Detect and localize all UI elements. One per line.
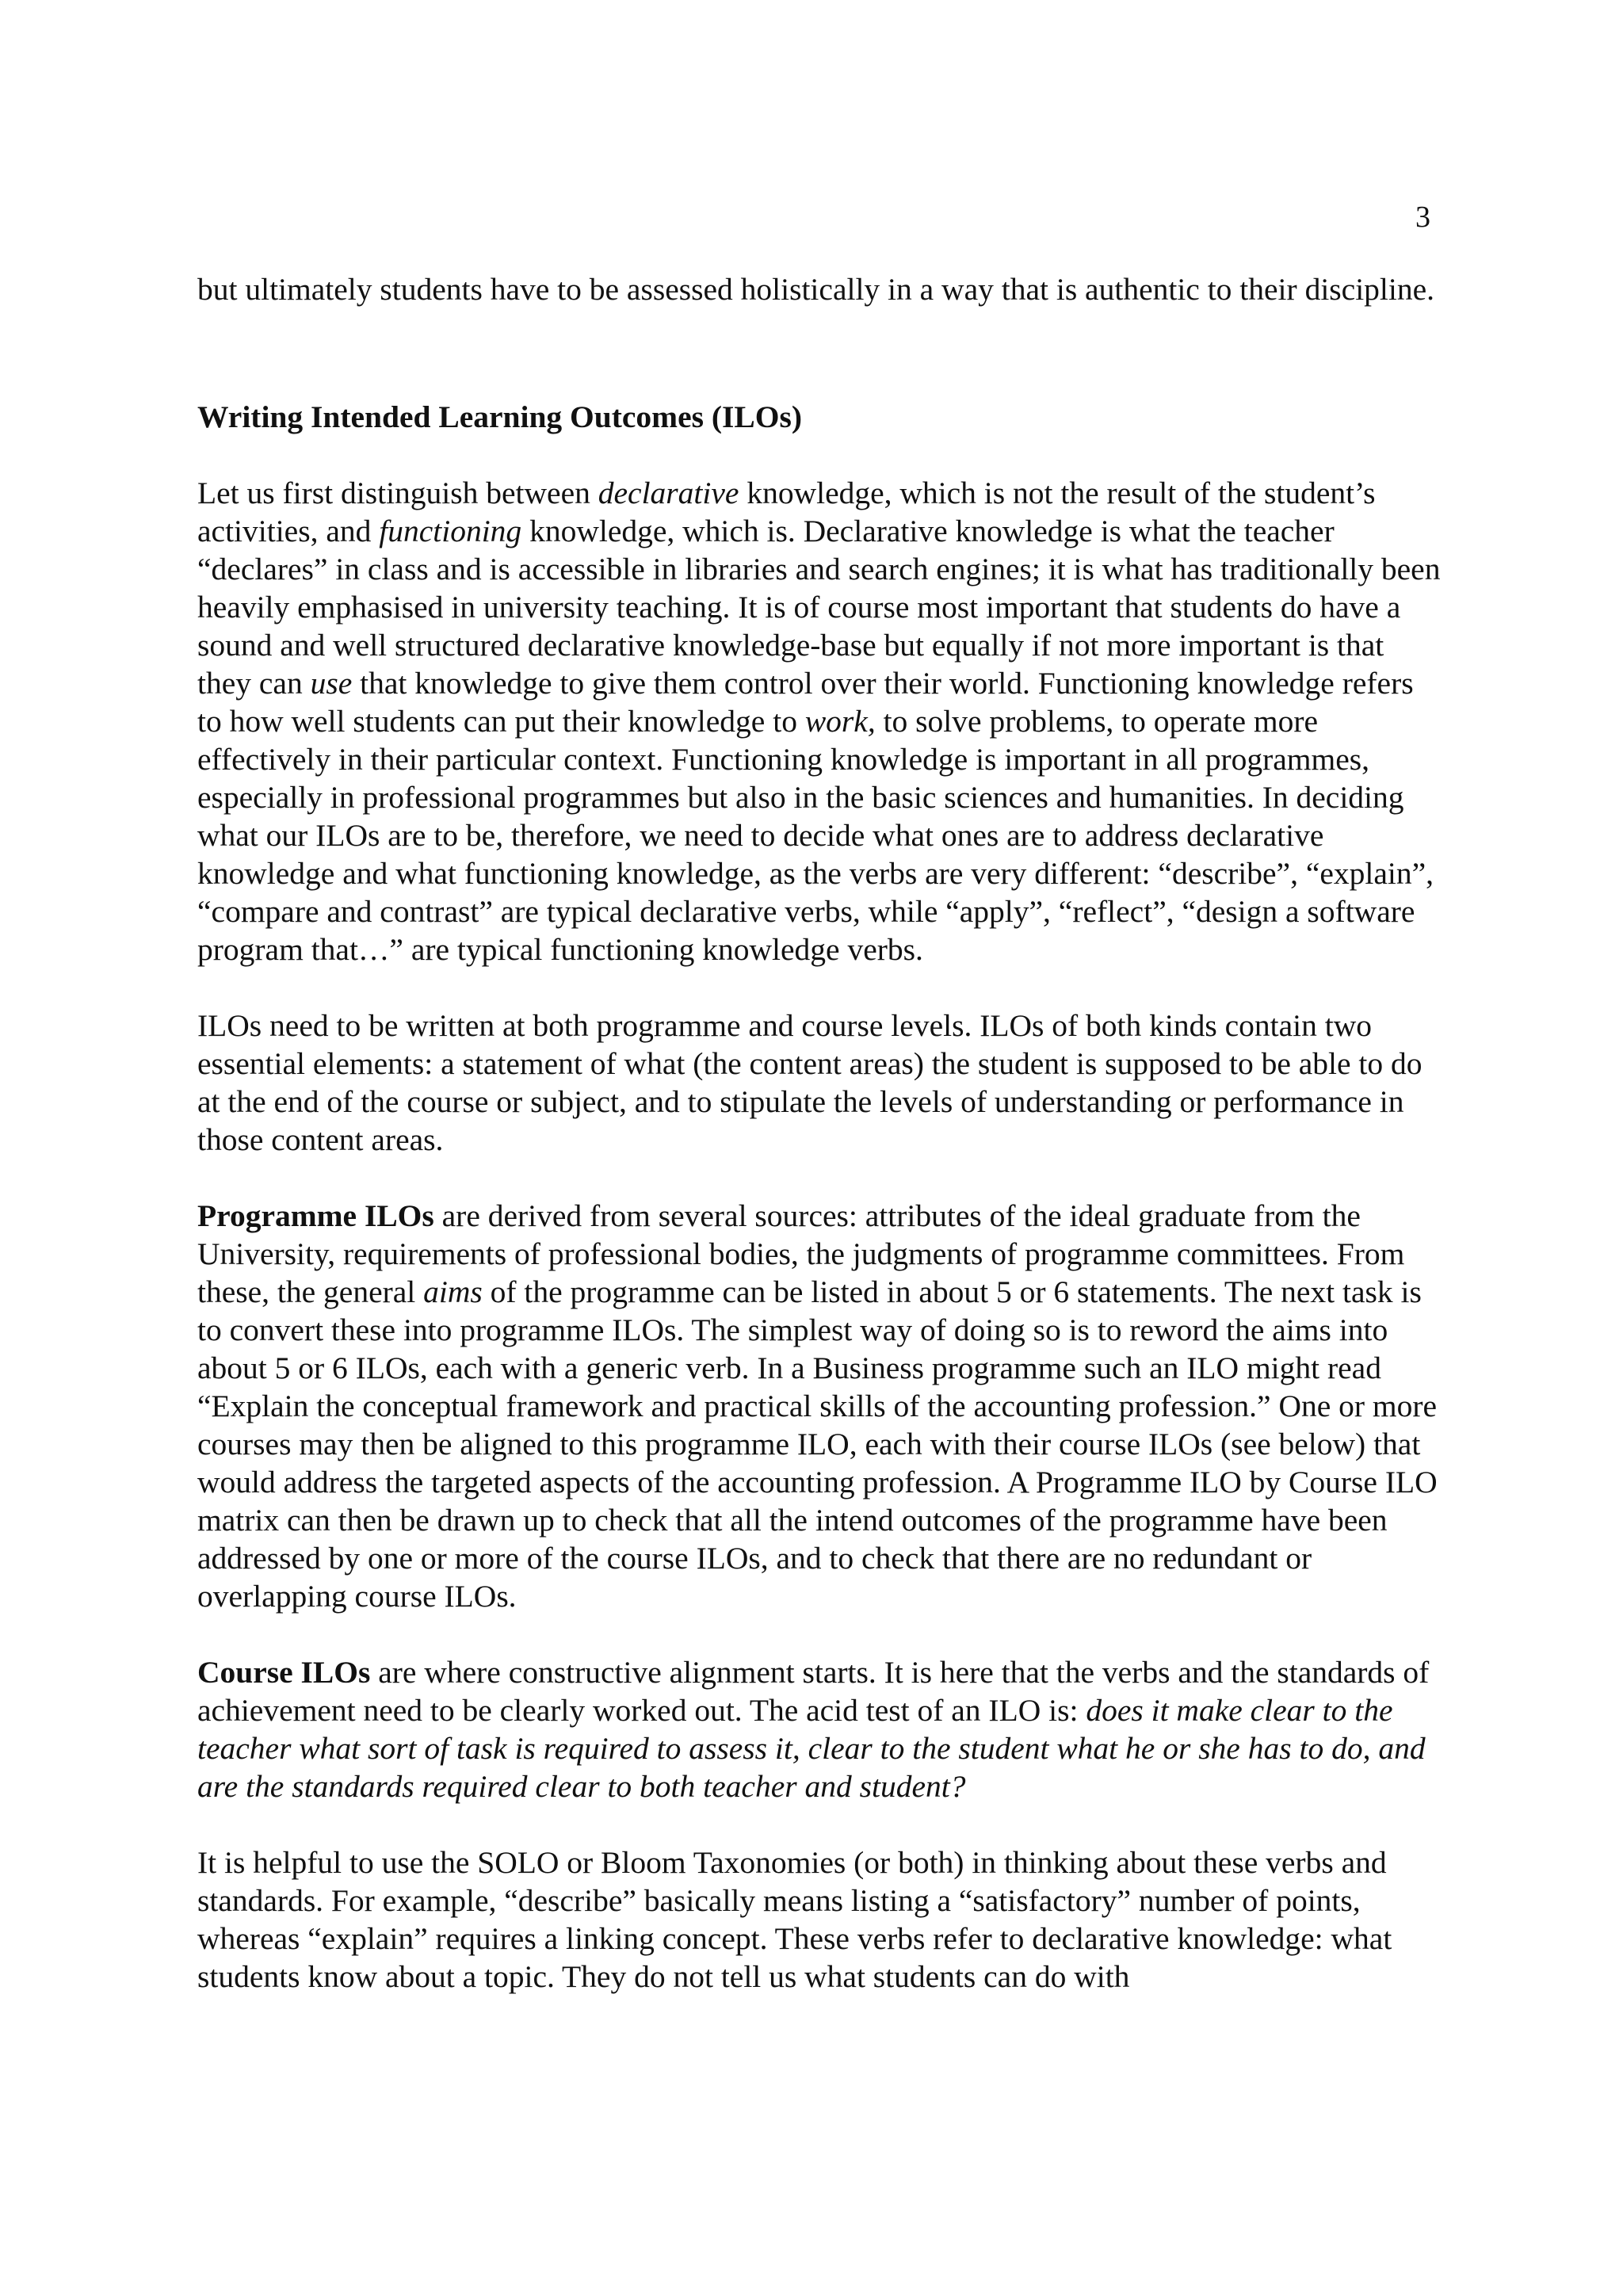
p1-emphasis-declarative: declarative xyxy=(598,476,739,510)
paragraph-taxonomies xyxy=(197,1843,1442,1996)
p1-text-3: knowledge, which is. Declarative knowledge is what the teacher “declares” in class and is accessible in libraries and search engines; it is what has traditionally been heavily emphasised in university teaching. It is of course most important that students do have a sound and well structured declarative knowledge-base but equally if not more important is that they can xyxy=(197,514,1441,701)
section-heading: Writing Intended Learning Outcomes (ILOs) xyxy=(197,399,802,434)
p1-text-1: Let us first distinguish between xyxy=(197,476,598,510)
p3-lead-programme-ilos: Programme ILOs xyxy=(197,1198,434,1233)
paragraph-declarative-knowledge xyxy=(197,474,1442,968)
p4-emphasis-acid-test: does it make clear to the teacher what sort of task is required to assess it, clear to the student what he or she has to do, and are the standards required clear to both teacher and student? xyxy=(197,1693,1426,1804)
p1-emphasis-functioning: functioning xyxy=(379,514,522,548)
p1-text-2: knowledge, which is not the result of the student’s activities, and xyxy=(197,476,1376,548)
paragraph-ilo-levels xyxy=(197,1007,1442,1159)
p4-text-1: are where constructive alignment starts. It is here that the verbs and the standards of achievement need to be clearly worked out. The acid test of an ILO is: xyxy=(197,1655,1430,1728)
p4-lead-course-ilos: Course ILOs xyxy=(197,1655,371,1690)
paragraph-course-ilos xyxy=(197,1653,1442,1805)
p3-text-2: of the programme can be listed in about 5 or 6 statements. The next task is to convert these into programme ILOs. The simplest way of doing so is to reword the aims into about 5 or 6 ILOs, each with a generic verb. In a Business programme such an ILO might read “Explain the conceptual framework and practical skills of the accounting profession.” One or more courses may then be aligned to this programme ILO, each with their course ILOs (see below) that would address the targeted aspects of the accounting profession. A Programme ILO by Course ILO matrix can then be drawn up to check that all the intend outcomes of the programme have been addressed by one or more of the course ILOs, and to check that there are no redundant or overlapping course ILOs. xyxy=(197,1274,1438,1614)
p1-emphasis-use: use xyxy=(310,666,353,701)
p3-text-1: are derived from several sources: attributes of the ideal graduate from the University, requirements of professional bodies, the judgments of programme committees. From these, the general xyxy=(197,1198,1405,1309)
p1-text-4: that knowledge to give them control over their world. Functioning knowledge refers to how well students can put their knowledge to xyxy=(197,666,1414,739)
page-number: 3 xyxy=(1415,201,1430,234)
p2-text: ILOs need to be written at both programme and course levels. ILOs of both kinds contain two essential elements: a statement of what (the content areas) the student is supposed to be able to do at the end of the course or subject, and to stipulate the levels of understanding or performance in those content areas. xyxy=(197,1008,1423,1157)
paragraph-programme-ilos xyxy=(197,1197,1442,1615)
intro-paragraph xyxy=(197,270,1442,308)
document-body xyxy=(197,270,1442,1996)
p5-text: It is helpful to use the SOLO or Bloom Taxonomies (or both) in thinking about these verbs and standards. For example, “describe” basically means listing a “satisfactory” number of points, whereas “explain” requires a linking concept. These verbs refer to declarative knowledge: what students know about a topic. They do not tell us what students can do with xyxy=(197,1845,1392,1994)
p1-text-5: to solve problems, to operate more effectively in their particular context. Functioning knowledge is important in all programmes, especially in professional programmes but also in the basic sciences and humanities. In deciding what our ILOs are to be, therefore, we need to decide what ones are to address declarative knowledge and what functioning knowledge, as the verbs are very different: “describe”, “explain”, “compare and contrast” are typical declarative verbs, while “apply”, “reflect”, “design a software program that…” are typical functioning knowledge verbs. xyxy=(197,704,1434,967)
p1-emphasis-work: work, xyxy=(804,704,876,739)
p3-emphasis-aims: aims xyxy=(423,1274,483,1309)
intro-text: but ultimately students have to be assessed holistically in a way that is authentic to their discipline. xyxy=(197,272,1435,307)
